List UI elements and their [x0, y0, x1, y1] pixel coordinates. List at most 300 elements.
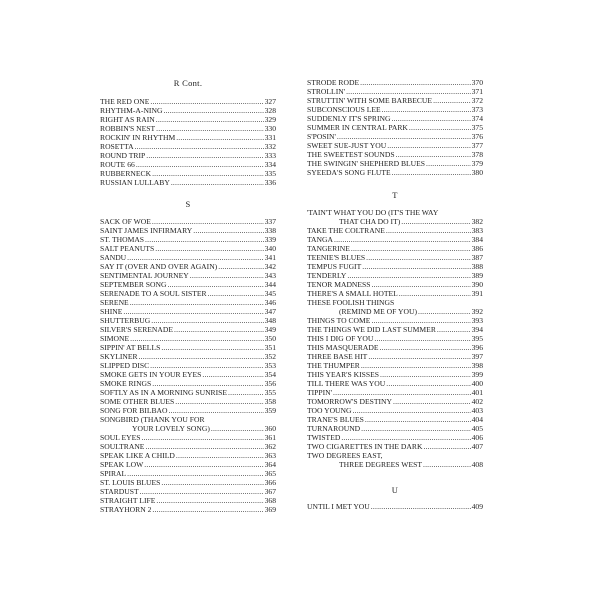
- dot-leader: [144, 460, 263, 469]
- entry-page-number: 360: [264, 424, 276, 433]
- dot-leader: [171, 178, 264, 187]
- entry-title: SERENE: [100, 298, 129, 307]
- dot-leader: [127, 253, 263, 262]
- index-entry: [100, 334, 276, 343]
- index-entry: [307, 316, 483, 325]
- entry-title: TOMORROW'S DESTINY: [307, 397, 392, 406]
- index-entry: [307, 150, 483, 159]
- dot-leader: [351, 244, 471, 253]
- entry-title: TWO CIGARETTES IN THE DARK: [307, 442, 423, 451]
- index-entry: [100, 487, 276, 496]
- entry-title: SUDDENLY IT'S SPRING: [307, 114, 391, 123]
- index-entry: [100, 217, 276, 226]
- section-heading-t: T: [392, 190, 398, 200]
- index-entry: [100, 298, 276, 307]
- entry-page-number: 383: [471, 226, 483, 235]
- entry-title: SENTIMENTAL JOURNEY: [100, 271, 189, 280]
- dot-leader: [152, 169, 264, 178]
- entry-page-number: 349: [264, 325, 276, 334]
- entry-page-number: 378: [471, 150, 483, 159]
- entry-page-number: 358: [264, 397, 276, 406]
- dot-leader: [202, 370, 263, 379]
- dot-leader: [361, 424, 470, 433]
- entry-title: RUBBERNECK: [100, 169, 152, 178]
- dot-leader: [145, 235, 264, 244]
- entry-title: THE SWINGIN' SHEPHERD BLUES: [307, 159, 426, 168]
- index-entry: [100, 388, 276, 397]
- dot-leader: [139, 352, 264, 361]
- index-entry: [100, 406, 276, 415]
- entry-title: STRAIGHT LIFE: [100, 496, 156, 505]
- index-entry: [100, 289, 276, 298]
- index-entry: [307, 460, 483, 469]
- dot-leader: [155, 244, 263, 253]
- index-entry: [100, 235, 276, 244]
- entry-page-number: 393: [471, 316, 483, 325]
- entry-page-number: 372: [471, 96, 483, 105]
- index-entry: [307, 244, 483, 253]
- index-entry: [307, 289, 483, 298]
- entry-page-number: 382: [471, 217, 483, 226]
- index-entry: [100, 451, 276, 460]
- index-entry: [307, 78, 483, 87]
- index-entry: [100, 370, 276, 379]
- entry-page-number: 344: [264, 280, 276, 289]
- index-entry: [100, 160, 276, 169]
- entry-title: UNTIL I MET YOU: [307, 502, 370, 511]
- index-entry: [100, 115, 276, 124]
- dot-leader: [391, 114, 470, 123]
- entry-page-number: 331: [264, 133, 276, 142]
- entry-title: ROUND TRIP: [100, 151, 146, 160]
- index-entry: [100, 325, 276, 334]
- index-entry: [100, 142, 276, 151]
- entry-page-number: 341: [264, 253, 276, 262]
- entry-title: ST. THOMAS: [100, 235, 145, 244]
- entry-title: THAT CHA DO IT): [339, 217, 401, 226]
- index-entry: [100, 307, 276, 316]
- index-entry: [100, 361, 276, 370]
- index-entry: [307, 442, 483, 451]
- dot-leader: [401, 217, 470, 226]
- entry-title: TILL THERE WAS YOU: [307, 379, 386, 388]
- entry-title: THREE DEGREES WEST: [339, 460, 422, 469]
- index-entry: [307, 451, 483, 460]
- index-entry: [307, 361, 483, 370]
- entry-title: TWO DEGREES EAST,: [307, 451, 383, 460]
- dot-leader: [368, 352, 470, 361]
- entry-title: ROUTE 66: [100, 160, 135, 169]
- index-entry: [100, 169, 276, 178]
- index-entry: [307, 406, 483, 415]
- entry-title: THREE BASE HIT: [307, 352, 368, 361]
- entry-page-number: 342: [264, 262, 276, 271]
- entry-title: SONGBIRD (THANK YOU FOR: [100, 415, 205, 424]
- entry-title: SHUTTERBUG: [100, 316, 151, 325]
- dot-leader: [347, 271, 470, 280]
- entry-page-number: 397: [471, 352, 483, 361]
- dot-leader: [156, 496, 263, 505]
- dot-leader: [175, 397, 263, 406]
- index-entry: [100, 151, 276, 160]
- entry-page-number: 336: [264, 178, 276, 187]
- entry-title: THE SWEETEST SOUNDS: [307, 150, 395, 159]
- dot-leader: [380, 370, 471, 379]
- index-entry: [100, 496, 276, 505]
- index-entry: [307, 433, 483, 442]
- dot-leader: [163, 106, 263, 115]
- index-entry: [100, 433, 276, 442]
- entry-page-number: 359: [264, 406, 276, 415]
- dot-leader: [211, 424, 264, 433]
- index-entry: [307, 271, 483, 280]
- dot-leader: [366, 253, 471, 262]
- entry-page-number: 380: [471, 168, 483, 177]
- dot-leader: [152, 379, 263, 388]
- entry-title: STRODE RODE: [307, 78, 360, 87]
- index-entry: [307, 370, 483, 379]
- entry-title: SWEET SUE-JUST YOU: [307, 141, 387, 150]
- entry-page-number: 354: [264, 370, 276, 379]
- entry-page-number: 346: [264, 298, 276, 307]
- dot-leader: [418, 307, 471, 316]
- entry-title: SILVER'S SERENADE: [100, 325, 174, 334]
- entry-title: SMOKE RINGS: [100, 379, 152, 388]
- index-entry: [100, 97, 276, 106]
- dot-leader: [380, 343, 471, 352]
- index-entry: [100, 124, 276, 133]
- index-entry: [307, 280, 483, 289]
- index-entry: [307, 159, 483, 168]
- entry-page-number: 373: [471, 105, 483, 114]
- entry-page-number: 365: [264, 469, 276, 478]
- entry-title: SIPPIN' AT BELLS: [100, 343, 161, 352]
- dot-leader: [382, 105, 471, 114]
- entry-title: SOUL EYES: [100, 433, 141, 442]
- entry-title: SAY IT (OVER AND OVER AGAIN): [100, 262, 218, 271]
- entry-title: SUBCONSCIOUS LEE: [307, 105, 381, 114]
- entry-title: SERENADE TO A SOUL SISTER: [100, 289, 207, 298]
- dot-leader: [362, 262, 470, 271]
- entry-title: (REMIND ME OF YOU): [339, 307, 417, 316]
- entry-title: TEENIE'S BLUES: [307, 253, 366, 262]
- dot-leader: [176, 133, 263, 142]
- entry-title: 'TAIN'T WHAT YOU DO (IT'S THE WAY: [307, 208, 439, 217]
- entry-title: TURNAROUND: [307, 424, 361, 433]
- index-entry: [307, 226, 483, 235]
- index-entry: [100, 379, 276, 388]
- entry-title: ROCKIN' IN RHYTHM: [100, 133, 176, 142]
- dot-leader: [150, 97, 263, 106]
- entry-page-number: 348: [264, 316, 276, 325]
- entry-page-number: 352: [264, 352, 276, 361]
- entry-title: TANGA: [307, 235, 333, 244]
- entry-page-number: 394: [471, 325, 483, 334]
- entry-page-number: 403: [471, 406, 483, 415]
- entry-page-number: 389: [471, 271, 483, 280]
- entry-title: TENOR MADNESS: [307, 280, 371, 289]
- dot-leader: [393, 397, 471, 406]
- section-heading-u: U: [391, 485, 399, 495]
- index-entry: [307, 262, 483, 271]
- dot-leader: [140, 487, 264, 496]
- entry-page-number: 335: [264, 169, 276, 178]
- entry-page-number: 366: [264, 478, 276, 487]
- dot-leader: [365, 415, 471, 424]
- section-heading-r-cont: R Cont.: [173, 78, 203, 88]
- index-entry: [307, 208, 483, 217]
- dot-leader: [346, 87, 471, 96]
- entry-page-number: 409: [471, 502, 483, 511]
- entry-title: TENDERLY: [307, 271, 347, 280]
- entry-title: RHYTHM-A-NING: [100, 106, 163, 115]
- dot-leader: [387, 141, 470, 150]
- entry-page-number: 396: [471, 343, 483, 352]
- index-entry: [100, 262, 276, 271]
- entry-title: SMOKE GETS IN YOUR EYES: [100, 370, 202, 379]
- entry-page-number: 377: [471, 141, 483, 150]
- entry-page-number: 368: [264, 496, 276, 505]
- entry-page-number: 343: [264, 271, 276, 280]
- index-entry: [307, 96, 483, 105]
- entry-title: SACK OF WOE: [100, 217, 151, 226]
- entry-title: RIGHT AS RAIN: [100, 115, 155, 124]
- entry-title: THIS I DIG OF YOU: [307, 334, 374, 343]
- entry-page-number: 392: [471, 307, 483, 316]
- dot-leader: [371, 316, 470, 325]
- entry-title: RUSSIAN LULLABY: [100, 178, 170, 187]
- entry-title: TIPPIN': [307, 388, 332, 397]
- dot-leader: [361, 361, 471, 370]
- entry-title: SOULTRANE: [100, 442, 145, 451]
- index-entry: [100, 442, 276, 451]
- entry-title: THESE FOOLISH THINGS: [307, 298, 395, 307]
- entry-page-number: 387: [471, 253, 483, 262]
- section-heading-s: S: [185, 199, 191, 209]
- entry-title: STRAYHORN 2: [100, 505, 152, 514]
- dot-leader: [161, 478, 263, 487]
- entry-page-number: 379: [471, 159, 483, 168]
- entry-title: ROSETTA: [100, 142, 134, 151]
- dot-leader: [145, 442, 263, 451]
- entry-page-number: 371: [471, 87, 483, 96]
- dot-leader: [141, 433, 263, 442]
- dot-leader: [396, 150, 471, 159]
- dot-leader: [334, 235, 471, 244]
- index-entry: [307, 253, 483, 262]
- entry-page-number: 406: [471, 433, 483, 442]
- index-entry: [100, 424, 276, 433]
- dot-leader: [333, 388, 471, 397]
- entry-page-number: 330: [264, 124, 276, 133]
- entry-page-number: 391: [471, 289, 483, 298]
- entry-title: STROLLIN': [307, 87, 346, 96]
- entry-title: TAKE THE COLTRANE: [307, 226, 385, 235]
- dot-leader: [151, 316, 263, 325]
- entry-title: TWISTED: [307, 433, 341, 442]
- dot-leader: [130, 334, 263, 343]
- entry-page-number: 334: [264, 160, 276, 169]
- index-entry: [307, 397, 483, 406]
- index-entry: [307, 502, 483, 511]
- index-entry: [100, 343, 276, 352]
- entry-page-number: 333: [264, 151, 276, 160]
- dot-leader: [127, 469, 263, 478]
- entry-title: SEPTEMBER SONG: [100, 280, 167, 289]
- entry-page-number: 407: [471, 442, 483, 451]
- index-entry: [100, 397, 276, 406]
- dot-leader: [156, 124, 263, 133]
- entry-title: S'POSIN': [307, 132, 336, 141]
- index-entry: [307, 343, 483, 352]
- dot-leader: [146, 151, 263, 160]
- index-entry: [100, 271, 276, 280]
- index-entry: [307, 217, 483, 226]
- index-entry: [100, 226, 276, 235]
- index-entry: [307, 114, 483, 123]
- index-entry: [307, 87, 483, 96]
- entry-page-number: 350: [264, 334, 276, 343]
- index-entry: [307, 132, 483, 141]
- entry-page-number: 370: [471, 78, 483, 87]
- entry-title: SONG FOR BILBAO: [100, 406, 168, 415]
- entry-title: THIS YEAR'S KISSES: [307, 370, 379, 379]
- index-entry: [307, 424, 483, 433]
- dot-leader: [372, 280, 471, 289]
- entry-page-number: 398: [471, 361, 483, 370]
- dot-leader: [136, 160, 264, 169]
- entry-page-number: 386: [471, 244, 483, 253]
- dot-leader: [135, 142, 264, 151]
- entry-title: TRANE'S BLUES: [307, 415, 364, 424]
- entry-title: SOFTLY AS IN A MORNING SUNRISE: [100, 388, 228, 397]
- index-entry: [100, 178, 276, 187]
- entry-page-number: 404: [471, 415, 483, 424]
- dot-leader: [161, 343, 263, 352]
- entry-title: SIMONE: [100, 334, 130, 343]
- entry-page-number: 340: [264, 244, 276, 253]
- entry-page-number: 347: [264, 307, 276, 316]
- index-entry: [307, 123, 483, 132]
- entry-page-number: 408: [471, 460, 483, 469]
- dot-leader: [152, 217, 264, 226]
- index-entry: [100, 280, 276, 289]
- index-entry: [100, 352, 276, 361]
- entry-page-number: 353: [264, 361, 276, 370]
- index-entry: [307, 105, 483, 114]
- dot-leader: [176, 451, 264, 460]
- entry-page-number: 355: [264, 388, 276, 397]
- entry-title: SUMMER IN CENTRAL PARK: [307, 123, 408, 132]
- entry-title: SALT PEANUTS: [100, 244, 155, 253]
- entry-page-number: 402: [471, 397, 483, 406]
- index-entry: [307, 352, 483, 361]
- entry-page-number: 395: [471, 334, 483, 343]
- index-entry: [100, 316, 276, 325]
- entry-title: SPIRAL: [100, 469, 127, 478]
- index-entry: [307, 415, 483, 424]
- dot-leader: [152, 505, 263, 514]
- entry-page-number: 332: [264, 142, 276, 151]
- entry-page-number: 327: [264, 97, 276, 106]
- index-entry: [100, 469, 276, 478]
- dot-leader: [167, 280, 263, 289]
- dot-leader: [423, 460, 471, 469]
- dot-leader: [228, 388, 264, 397]
- dot-leader: [150, 361, 263, 370]
- entry-title: SLIPPED DISC: [100, 361, 150, 370]
- dot-leader: [423, 442, 470, 451]
- entry-title: ROBBIN'S NEST: [100, 124, 156, 133]
- dot-leader: [169, 406, 264, 415]
- dot-leader: [353, 406, 471, 415]
- index-entry: [100, 133, 276, 142]
- entry-title: TANGERINE: [307, 244, 350, 253]
- entry-page-number: 375: [471, 123, 483, 132]
- index-entry: [307, 168, 483, 177]
- entry-title: YOUR LOVELY SONG): [132, 424, 210, 433]
- entry-page-number: 369: [264, 505, 276, 514]
- dot-leader: [337, 132, 471, 141]
- index-entry: [307, 298, 483, 307]
- index-entry: [307, 379, 483, 388]
- entry-page-number: 400: [471, 379, 483, 388]
- index-entry: [307, 235, 483, 244]
- entry-page-number: 405: [471, 424, 483, 433]
- index-entry: [307, 141, 483, 150]
- entry-title: TEMPUS FUGIT: [307, 262, 362, 271]
- entry-page-number: 388: [471, 262, 483, 271]
- index-entry: [100, 244, 276, 253]
- entry-page-number: 401: [471, 388, 483, 397]
- dot-leader: [433, 96, 471, 105]
- dot-leader: [409, 123, 471, 132]
- entry-title: THINGS TO COME: [307, 316, 371, 325]
- index-entry: [100, 253, 276, 262]
- entry-page-number: 363: [264, 451, 276, 460]
- entry-page-number: 337: [264, 217, 276, 226]
- entry-page-number: 329: [264, 115, 276, 124]
- entry-page-number: 345: [264, 289, 276, 298]
- entry-page-number: 374: [471, 114, 483, 123]
- entry-title: STARDUST: [100, 487, 139, 496]
- entry-title: SKYLINER: [100, 352, 138, 361]
- dot-leader: [360, 78, 471, 87]
- entry-page-number: 367: [264, 487, 276, 496]
- index-entry: [100, 106, 276, 115]
- entry-title: SYEEDA'S SONG FLUTE: [307, 168, 391, 177]
- dot-leader: [392, 168, 471, 177]
- dot-leader: [156, 115, 264, 124]
- entry-title: ST. LOUIS BLUES: [100, 478, 161, 487]
- index-entry: [307, 388, 483, 397]
- entry-title: STRUTTIN' WITH SOME BARBECUE: [307, 96, 433, 105]
- entry-page-number: 356: [264, 379, 276, 388]
- entry-page-number: 339: [264, 235, 276, 244]
- entry-page-number: 364: [264, 460, 276, 469]
- dot-leader: [386, 226, 471, 235]
- index-entry: [307, 325, 483, 334]
- dot-leader: [208, 289, 264, 298]
- dot-leader: [426, 159, 471, 168]
- entry-page-number: 399: [471, 370, 483, 379]
- dot-leader: [374, 334, 470, 343]
- entry-title: TOO YOUNG: [307, 406, 352, 415]
- entry-title: SOME OTHER BLUES: [100, 397, 175, 406]
- dot-leader: [218, 262, 263, 271]
- entry-page-number: 390: [471, 280, 483, 289]
- entry-page-number: 376: [471, 132, 483, 141]
